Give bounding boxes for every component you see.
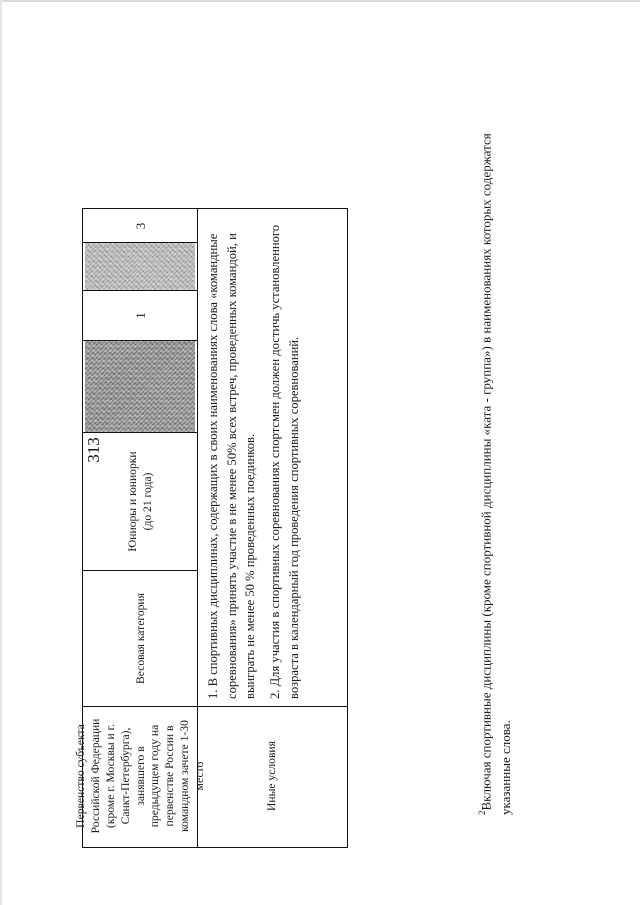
competition-text: Первенство субъекта Российской Федерации (кроме г. Москвы и г. Санкт-Петербурга), занявшего в предыдущем году на первенстве России в командном зачете 1-30 место — [74, 718, 206, 834]
value-cell — [85, 291, 197, 340]
condition-1: 1. В спортивных дисциплинах, содержащих в своих наименованиях слова «командные соревнования» принять участие в не менее 50% всех встреч, проведенных командой, и выиграть не менее 50 % проведенных поединков. — [206, 233, 258, 699]
redacted-cell — [85, 341, 195, 432]
value-cell — [85, 210, 197, 242]
age-group-cell — [85, 433, 197, 570]
requirements-table — [74, 208, 348, 848]
competition-cell — [74, 707, 206, 845]
age-group-text: Юниоры и юниорки (до 21 года) — [126, 451, 154, 552]
weight-category-text: Весовая категория — [133, 593, 147, 684]
redacted-cell — [85, 243, 195, 290]
footnote-marker: 2 — [477, 810, 487, 815]
value-three: 3 — [132, 222, 148, 230]
conditions-cell — [204, 213, 344, 699]
condition-2: 2. Для участия в спортивных соревнованиях спортсмен должен достичь установленного возраста в календарный год проведения спортивных соревнований. — [267, 224, 301, 699]
other-conditions-label-cell — [198, 707, 346, 845]
value-one: 1 — [132, 312, 148, 319]
footnote — [476, 95, 515, 815]
footnote-text: Включая спортивные дисциплины (кроме спортивной дисциплины «ката - группа») в наименованиях которых содержатся указанные слова. — [478, 133, 513, 815]
weight-category-cell — [85, 571, 197, 706]
page-number: 313 — [84, 437, 103, 463]
other-conditions-label: Иные условия — [264, 741, 278, 811]
